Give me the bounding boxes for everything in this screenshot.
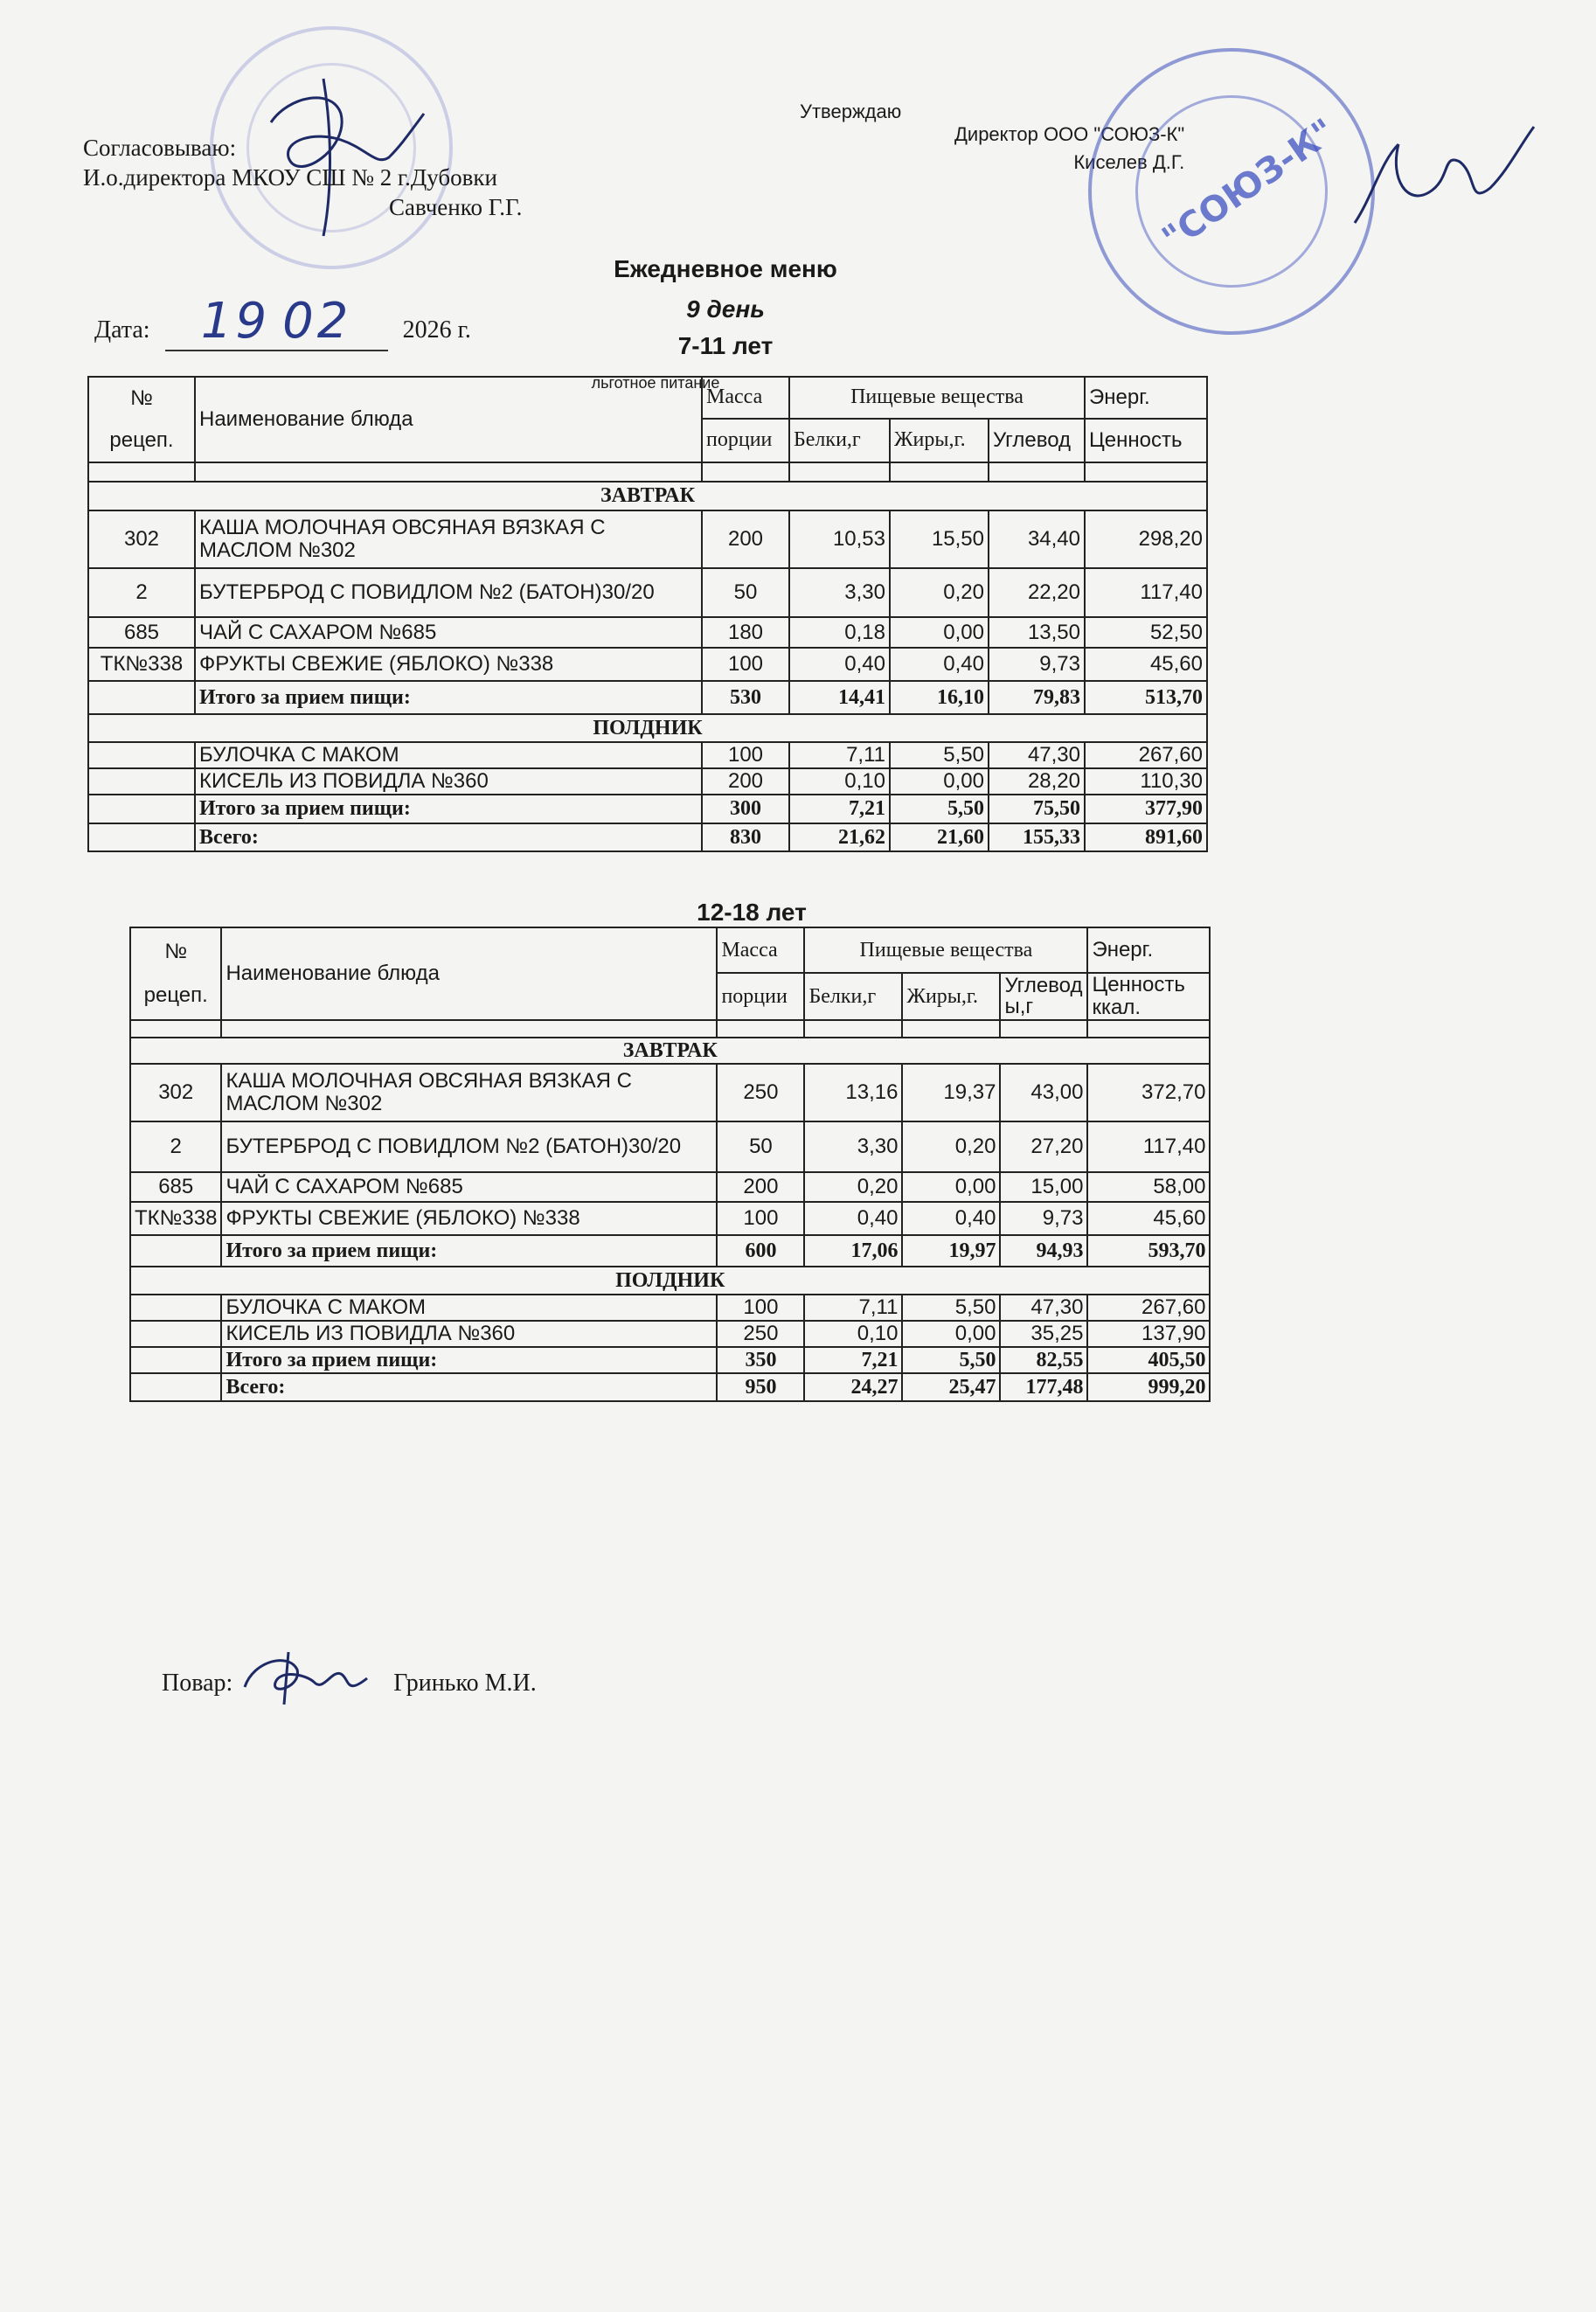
right-signature <box>1346 109 1538 240</box>
cook-name: Гринько М.И. <box>393 1670 537 1697</box>
col-carb-header: Углевод <box>989 419 1085 462</box>
cook-signature <box>236 1643 376 1713</box>
section-snack: ПОЛДНИК <box>88 714 1207 742</box>
table-row: 302 КАША МОЛОЧНАЯ ОВСЯНАЯ ВЯЗКАЯ С МАСЛОМ №302 250 13,16 19,37 43,00 372,70 <box>130 1064 1210 1121</box>
col-carb-header: Углевод ы,г <box>1000 973 1087 1020</box>
snack-total-row: Итого за прием пищи: 350 7,21 5,50 82,55 405,50 <box>130 1347 1210 1373</box>
breakfast-total-row: Итого за прием пищи: 530 14,41 16,10 79,83 513,70 <box>88 681 1207 714</box>
menu-table-7-11 <box>87 376 1208 852</box>
breakfast-total-row: Итого за прием пищи: 600 17,06 19,97 94,93 593,70 <box>130 1235 1210 1267</box>
company-stamp <box>1088 48 1375 335</box>
col-energy-header-b: Ценность ккал. <box>1087 973 1210 1020</box>
menu-table-12-18 <box>129 927 1211 1402</box>
page-title: Ежедневное меню <box>614 255 837 282</box>
table-row: 2 БУТЕРБРОД С ПОВИДЛОМ №2 (БАТОН)30/20 50 3,30 0,20 27,20 117,40 <box>130 1121 1210 1172</box>
col-dish-header: Наименование блюда <box>221 927 717 1020</box>
approver-left-position: И.о.директора МКОУ СШ № 2 г.Дубовки <box>83 164 497 191</box>
grand-total-row: Всего: 950 24,27 25,47 177,48 999,20 <box>130 1373 1210 1401</box>
date-year: 2026 г. <box>402 316 471 344</box>
stamp-company-name: "СОЮЗ-К" <box>1155 111 1343 260</box>
table-row: ТК№338 ФРУКТЫ СВЕЖИЕ (ЯБЛОКО) №338 100 0,40 0,40 9,73 45,60 <box>88 648 1207 681</box>
col-recipe-header: № рецеп. <box>88 377 195 462</box>
table-row: БУЛОЧКА С МАКОМ 100 7,11 5,50 47,30 267,60 <box>130 1295 1210 1321</box>
approver-right-position: Директор ООО "СОЮЗ-К" <box>954 123 1185 145</box>
section-breakfast: ЗАВТРАК <box>130 1038 1210 1064</box>
col-energy-header-b: Ценность <box>1085 419 1207 462</box>
col-fat-header: Жиры,г. <box>890 419 989 462</box>
table-row: БУЛОЧКА С МАКОМ 100 7,11 5,50 47,30 267,60 <box>88 742 1207 768</box>
col-energy-header-a: Энерг. <box>1085 377 1207 419</box>
approver-left-name: Савченко Г.Г. <box>389 194 523 220</box>
table-row: 685 ЧАЙ С САХАРОМ №685 180 0,18 0,00 13,50 52,50 <box>88 617 1207 648</box>
benefit-note: льготное питание <box>591 374 720 392</box>
menu-day: 9 день <box>686 295 765 323</box>
col-energy-header-a: Энерг. <box>1087 927 1210 973</box>
section-snack: ПОЛДНИК <box>130 1267 1210 1295</box>
col-portion-header: порции <box>717 973 804 1020</box>
table-row: ТК№338 ФРУКТЫ СВЕЖИЕ (ЯБЛОКО) №338 100 0,40 0,40 9,73 45,60 <box>130 1202 1210 1235</box>
table-row: 2 БУТЕРБРОД С ПОВИДЛОМ №2 (БАТОН)30/20 50 3,30 0,20 22,20 117,40 <box>88 568 1207 617</box>
cook-label: Повар: <box>162 1670 233 1697</box>
age-group-2: 12-18 лет <box>697 899 807 926</box>
date-day: 19 <box>200 293 271 350</box>
table-row: 685 ЧАЙ С САХАРОМ №685 200 0,20 0,00 15,00 58,00 <box>130 1172 1210 1202</box>
col-protein-header: Белки,г <box>789 419 890 462</box>
col-mass-header: Масса <box>717 927 804 973</box>
table-row: КИСЕЛЬ ИЗ ПОВИДЛА №360 200 0,10 0,00 28,20 110,30 <box>88 768 1207 795</box>
col-recipe-header: № рецеп. <box>130 927 221 1020</box>
col-fat-header: Жиры,г. <box>902 973 1000 1020</box>
col-nutrients-header: Пищевые вещества <box>789 377 1085 419</box>
approver-right-name: Киселев Д.Г. <box>1073 151 1185 173</box>
col-portion-header: порции <box>702 419 789 462</box>
approve-label-right: Утверждаю <box>800 101 902 122</box>
date-month: 02 <box>282 293 352 350</box>
approval-left <box>83 133 522 222</box>
table-row: 302 КАША МОЛОЧНАЯ ОВСЯНАЯ ВЯЗКАЯ С МАСЛОМ №302 200 10,53 15,50 34,40 298,20 <box>88 510 1207 568</box>
table-row: КИСЕЛЬ ИЗ ПОВИДЛА №360 250 0,10 0,00 35,25 137,90 <box>130 1321 1210 1347</box>
snack-total-row: Итого за прием пищи: 300 7,21 5,50 75,50 377,90 <box>88 795 1207 823</box>
col-protein-header: Белки,г <box>804 973 902 1020</box>
col-dish-header: Наименование блюда <box>195 377 702 462</box>
col-nutrients-header: Пищевые вещества <box>804 927 1087 973</box>
approve-label-left: Согласовываю: <box>83 135 237 161</box>
age-group-1: 7-11 лет <box>677 332 774 359</box>
section-breakfast: ЗАВТРАК <box>88 482 1207 510</box>
date-label: Дата: <box>94 316 150 344</box>
grand-total-row: Всего: 830 21,62 21,60 155,33 891,60 <box>88 823 1207 851</box>
col-mass-header: Масса <box>702 377 789 419</box>
